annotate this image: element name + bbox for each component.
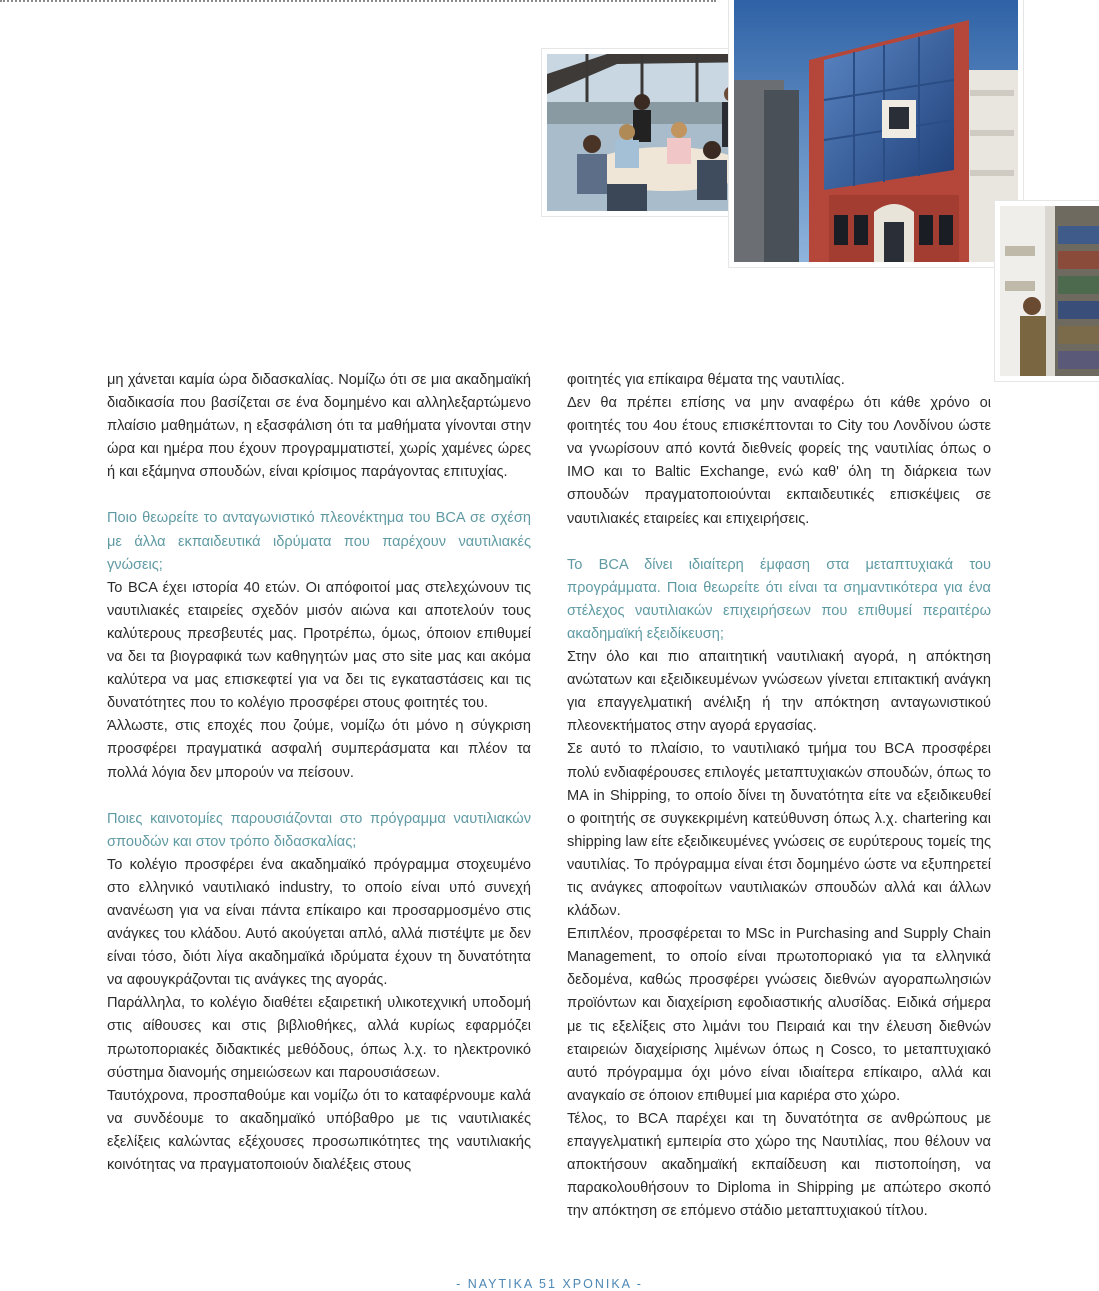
paragraph: Το κολέγιο προσφέρει ένα ακαδημαϊκό πρόγραμμα στοχευμένο στο ελληνικό ναυτιλιακό industry, το οποίο είναι υπό συνεχή ανανέωση για να είναι πάντα επίκαιρο και προσαρμοσμένο στις ανάγκες του κλάδου. Αυτό ακούγεται απλό, αλλά πιστέψτε με δεν είναι τόσο, διότι λίγα ακαδημαϊκά ιδρύματα έχουν τη δυνατότητα να αφουγκράζονται τις ανάγκες της αγοράς. (107, 856, 531, 989)
right-text-column (567, 369, 991, 1223)
paragraph: Επιπλέον, προσφέρεται το MSc in Purchasing and Supply Chain Management, το οποίο είναι πρωτοποριακό για τα ελληνικά δεδομένα, καθώς προσφέρει γνώσεις διεθνών αγοραπωλησιών προϊόντων και διαχείριση εφοδιαστικής αλυσίδας. Ειδικά σήμερα με τις εξελίξεις στο λιμάνι του Πειραιά και την έλευση διεθνών εταιρειών διαχείρισης λιμένων όπως η Cosco, το μεταπτυχιακό αυτό πρόγραμμα όχι μόνο είναι ιδιαίτερα επίκαιρο, αλλά και αναγκαίο σε όποιον επιθυμεί μια καριέρα στο χώρο. (567, 926, 991, 1104)
page-footer: - ΝΑΥΤΙΚΑ 51 ΧΡΟΝΙΚΑ - (456, 1277, 643, 1291)
question-heading: Ποιες καινοτομίες παρουσιάζονται στο πρόγραμμα ναυτιλιακών σπουδών και στον τρόπο διδασκαλίας; (107, 810, 531, 850)
left-text-column (107, 369, 531, 1177)
paragraph: Τέλος, το BCA παρέχει και τη δυνατότητα σε ανθρώπους με επαγγελματική εμπειρία στο χώρο της Ναυτιλίας, που θέλουν να αποκτήσουν ακαδημαϊκή εκπαίδευση και πιστοποίηση, να παρακολουθήσουν το Diploma in Shipping με απώτερο σκοπό την απόκτηση σε επόμενο στάδιο μεταπτυχιακού τίτλου. (567, 1110, 991, 1220)
paragraph: Άλλωστε, στις εποχές που ζούμε, νομίζω ότι μόνο η σύγκριση προσφέρει πραγματικά ασφαλή συμπεράσματα και πλέον τα πολλά λόγια δεν μπορούν να πείσουν. (107, 718, 531, 781)
paragraph: Παράλληλα, το κολέγιο διαθέτει εξαιρετική υλικοτεχνική υποδομή στις αίθουσες και στις βιβλιοθήκες, αλλά κυρίως εφαρμόζει πρωτοποριακές διδακτικές μεθόδους, όπως λ.χ. το ηλεκτρονικό σύστημα διανομής σημειώσεων και παρουσιάσεων. (107, 995, 531, 1081)
paragraph: φοιτητές για επίκαιρα θέματα της ναυτιλίας. (567, 372, 845, 388)
paragraph: Το BCA έχει ιστορία 40 ετών. Οι απόφοιτοί μας στελεχώνουν τις ναυτιλιακές εταιρείες σχεδόν μισόν αιώνα και αποτελούν τους καλύτερους πρεσβευτές μας. Προτρέπω, όμως, όποιον επιθυμεί να δει τα βιογραφικά των καθηγητών μας στο site μας και ακόμα καλύτερα να μας επισκεφτεί για να δει τις εγκαταστάσεις και τις δυνατότητες που το κολέγιο προσφέρει στους φοιτητές του. (107, 579, 531, 712)
paragraph: Δεν θα πρέπει επίσης να μην αναφέρω ότι κάθε χρόνο οι φοιτητές του 4ου έτους επισκέπτονται το City του Λονδίνου ώστε να γνωρίσουν από κοντά διεθνείς φορείς της ναυτιλίας όπως ο IMO και το Baltic Exchange, ενώ καθ' όλη τη διάρκεια των σπουδών πραγματοποιούνται εκπαιδευτικές επισκέψεις σε ναυτιλιακές εταιρείες και επιχειρήσεις. (567, 395, 991, 527)
paragraph: Στην όλο και πιο απαιτητική ναυτιλιακή αγορά, η απόκτηση ανώτατων και εξειδικευμένων γνώσεων γίνεται επιτακτική ανάγκη για επαγγελματική ανέλιξη ή την απόκτηση ανταγωνιστικού πλεονεκτήματος στην αγορά εργασίας. (567, 649, 991, 735)
library-photo (995, 201, 1099, 381)
question-heading: Ποιο θεωρείτε το ανταγωνιστικό πλεονέκτημα του BCA σε σχέση με άλλα εκπαιδευτικά ιδρύματα που παρέχουν ναυτιλιακές γνώσεις; (107, 510, 531, 573)
paragraph: μη χάνεται καμία ώρα διδασκαλίας. Νομίζω ότι σε μια ακαδημαϊκή διαδικασία που βασίζεται σε ένα δομημένο και αλληλεξαρτώμενο πλαίσιο μαθημάτων, η εξασφάλιση ότι τα μαθήματα γίνονται στην ώρα και ημέρα που έχουν προγραμματιστεί, χωρίς χαμένες ώρες ή και εξάμηνα σπουδών, είναι κρίσιμος παράγοντας επιτυχίας. (107, 372, 531, 481)
question-heading: Το BCA δίνει ιδιαίτερη έμφαση στα μεταπτυχιακά του προγράμματα. Ποια θεωρείτε ότι είναι τα σημαντικότερα για ένα στέλεχος ναυτιλιακών επιχειρήσεων που επιθυμεί περαιτέρω ακαδημαϊκή εξειδίκευση; (567, 556, 991, 642)
paragraph: Σε αυτό το πλαίσιο, το ναυτιλιακό τμήμα του BCA προσφέρει πολύ ενδιαφέρουσες επιλογές μεταπτυχιακών σπουδών, όπως το MA in Shipping, το οποίο δίνει τη δυνατότητα είτε να εξειδικευθεί ο φοιτητής σε συγκεκριμένη κατεύθυνση όπως λ.χ. chartering και shipping law είτε εξειδικευμένες γνώσεις σε ευρύτερους τομείς της ναυτιλίας. Το πρόγραμμα είναι έτσι δομημένο ώστε να εξυπηρετεί τις ανάγκες αποφοίτων ναυτιλιακών σπουδών αλλά και άλλων κλάδων. (567, 741, 991, 920)
paragraph: Ταυτόχρονα, προσπαθούμε και νομίζω ότι το καταφέρνουμε καλά να συνδέουμε το ακαδημαϊκό υπόβαθρο με τις ναυτιλιακές εξελίξεις καλώντας εξέχουσες προσωπικότητες της ναυτιλιακής κοινότητας να πραγματοποιούν διαλέξεις στους (107, 1087, 531, 1173)
college-building-photo (729, 0, 1023, 267)
top-dotted-rule (0, 0, 716, 4)
